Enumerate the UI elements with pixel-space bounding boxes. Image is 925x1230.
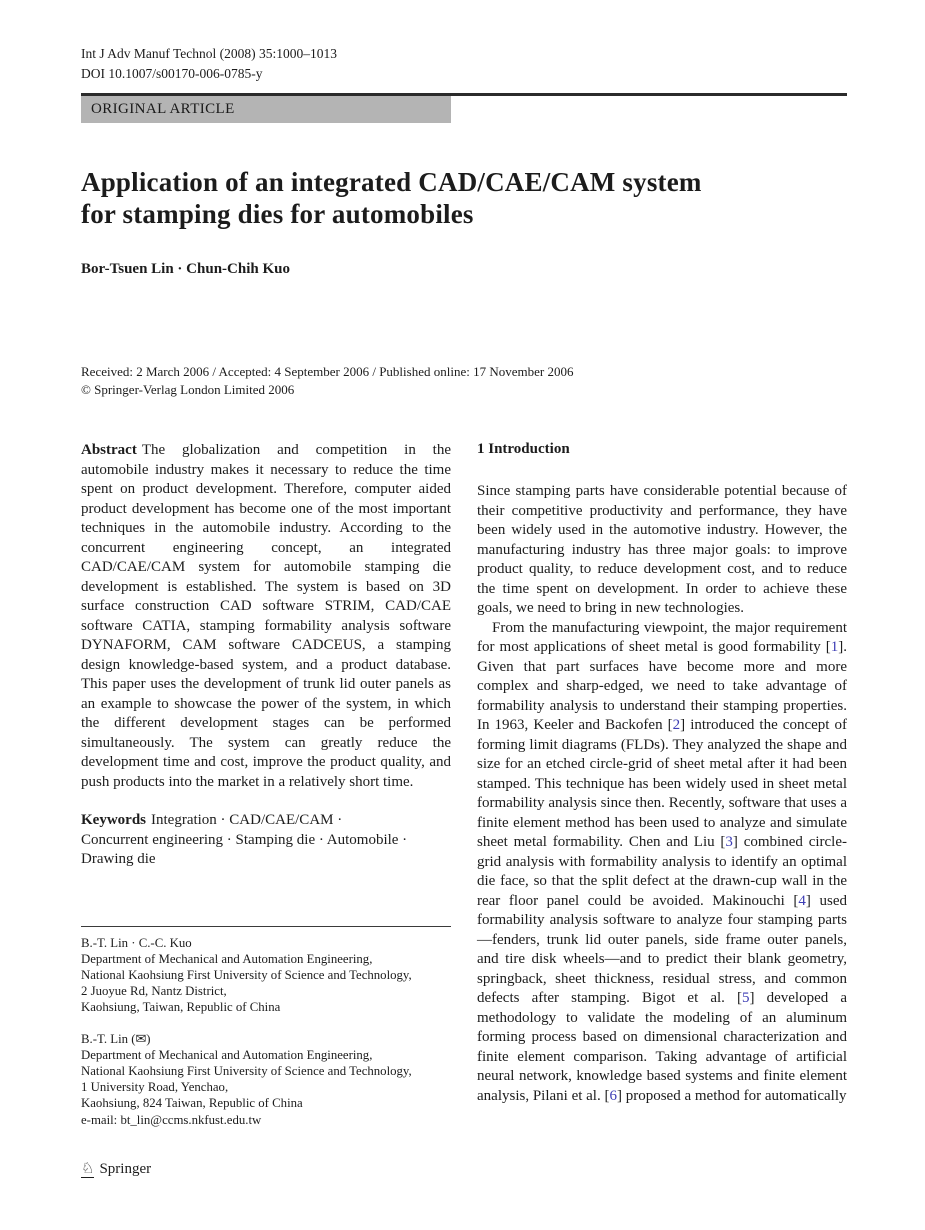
- affiliation-block-1: [81, 935, 451, 1016]
- section-heading-introduction: 1 Introduction: [477, 441, 570, 457]
- abstract-text: The globalization and competition in the automobile industry makes it necessary to reduce the time spent on product development. Therefore, computer aided product development has become one of the most important techniques in the automobile industry. According to the concurrent engineering concept, an integrated CAD/CAE/CAM system for automobile stamping die development is established. The system is based on 3D surface construction CAD software STRIM, CAD/CAE software CATIA, stamping formability analysis software DYNAFORM, CAM software CADCEUS, a stamping design knowledge-based system, and a product database. This paper uses the development of trunk lid outer panels as an example to showcase the power of the system, in which the different development stages can be performed simultaneously. The system can greatly reduce the development time and cost, improve the product quality, and push products into the market in a relatively short time.: [81, 442, 451, 790]
- doi-line: DOI 10.1007/s00170-006-0785-y: [81, 66, 263, 81]
- abstract-label: Abstract: [81, 442, 137, 458]
- springer-logo-icon: ♘: [81, 1159, 95, 1177]
- citation-link[interactable]: 5: [742, 990, 750, 1006]
- footnote-line: 2 Juoyue Rd, Nantz District,: [81, 984, 227, 999]
- affiliation-footnotes: [81, 926, 451, 1128]
- keywords-line: Concurrent engineering · Stamping die · Automobile ·: [81, 831, 408, 848]
- keywords: [81, 811, 451, 870]
- abstract: [81, 441, 451, 792]
- article-type-banner: [81, 96, 451, 123]
- page-title: [81, 166, 847, 230]
- footnote-line: Department of Mechanical and Automation Engineering,: [81, 1047, 373, 1062]
- citation-link[interactable]: 4: [798, 892, 806, 909]
- copyright-line: © Springer-Verlag London Limited 2006: [81, 381, 295, 397]
- footnote-line: National Kaohsiung First University of Science and Technology,: [81, 967, 412, 982]
- keywords-label: Keywords: [81, 812, 146, 828]
- publisher-footer: [81, 1161, 151, 1178]
- keywords-line: [81, 811, 451, 831]
- email-link[interactable]: e-mail: bt_lin@ccms.nkfust.edu.tw: [81, 1112, 262, 1127]
- title-line-2: for stamping dies for automobiles: [81, 199, 474, 229]
- citation-link[interactable]: 2: [672, 717, 681, 733]
- affiliation-block-2: [81, 1031, 451, 1128]
- title-line-1: Application of an integrated CAD/CAE/CAM system: [81, 167, 702, 197]
- received-block: [81, 363, 847, 398]
- footnote-line: 1 University Road, Yenchao,: [81, 1080, 229, 1095]
- received-dates: Received: 2 March 2006 / Accepted: 4 September 2006 / Published online: 17 November 2006: [81, 364, 574, 379]
- right-column: [477, 441, 847, 1143]
- keywords-text: Integration · CAD/CAE/CAM ·: [151, 812, 343, 828]
- footnote-line: National Kaohsiung First University of Science and Technology,: [81, 1063, 412, 1078]
- footnote-line: B.-T. Lin (✉): [81, 1031, 151, 1046]
- footnote-line: Kaohsiung, Taiwan, Republic of China: [81, 1000, 281, 1015]
- author-names: Bor-Tsuen Lin · Chun-Chih Kuo: [81, 261, 290, 277]
- citation-link[interactable]: 1: [830, 639, 839, 655]
- paragraph: Since stamping parts have considerable potential because of their competitive productivity and performance, they have been widely used in the automotive industry. However, the manufacturing industry has three major goals: to improve product quality, to reduce development cost, and to reduce the time spent on development. In order to achieve these goals, we need to bring in new technologies.: [477, 483, 847, 616]
- citation-link[interactable]: 3: [725, 834, 733, 850]
- footnote-line: Department of Mechanical and Automation Engineering,: [81, 951, 373, 966]
- two-column-body: [81, 441, 847, 1143]
- journal-citation: Int J Adv Manuf Technol (2008) 35:1000–1013: [81, 46, 338, 61]
- paragraph: From the manufacturing viewpoint, the major requirement for most applications of sheet metal is good formability [1]. Given that part surfaces have become more and more complex and sharp-edged, we need to take advantage of formability analysis to understand their stamping properties. In 1963, Keeler and Backofen [2] introduced the concept of forming limit diagrams (FLDs). They analyzed the shape and size for an etched circle-grid of sheet metal after it had been stamped. This technique has been widely used in sheet metal formability analysis since then. Recently, software that uses a finite element method has been used to analyze and simulate sheet metal formability. Chen and Liu [3] combined circle-grid analysis with formability analysis to identify an optimal die face, so that the split defect at the drawn-cup wall in the rear floor panel could be avoided. Makinouchi [4] used formability analysis software to analyze four stamping parts—fenders, trunk lid outer panels, side frame outer panels, and tire disk wheels—and to predict their blank geometry, springback, sheet thickness, residual stress, and common defects after stamping. Bigot et al. [5] developed a methodology to validate the modeling of an aluminum forming process based on dimensional characterization and finite element comparison. Taking advantage of artificial neural network, knowledge based systems and finite element analysis, Pilani et al. [6] proposed a method for automatically: [477, 619, 848, 1104]
- article-type-label: ORIGINAL ARTICLE: [91, 101, 235, 117]
- citation-link[interactable]: 6: [609, 1087, 617, 1104]
- left-column: [81, 441, 451, 1143]
- introduction-paragraphs: [477, 482, 847, 1106]
- footnote-line: Kaohsiung, 824 Taiwan, Republic of China: [81, 1096, 303, 1111]
- keywords-line: Drawing die: [81, 851, 156, 867]
- publisher-name: Springer: [99, 1161, 152, 1177]
- footnote-line: B.-T. Lin · C.-C. Kuo: [81, 935, 192, 950]
